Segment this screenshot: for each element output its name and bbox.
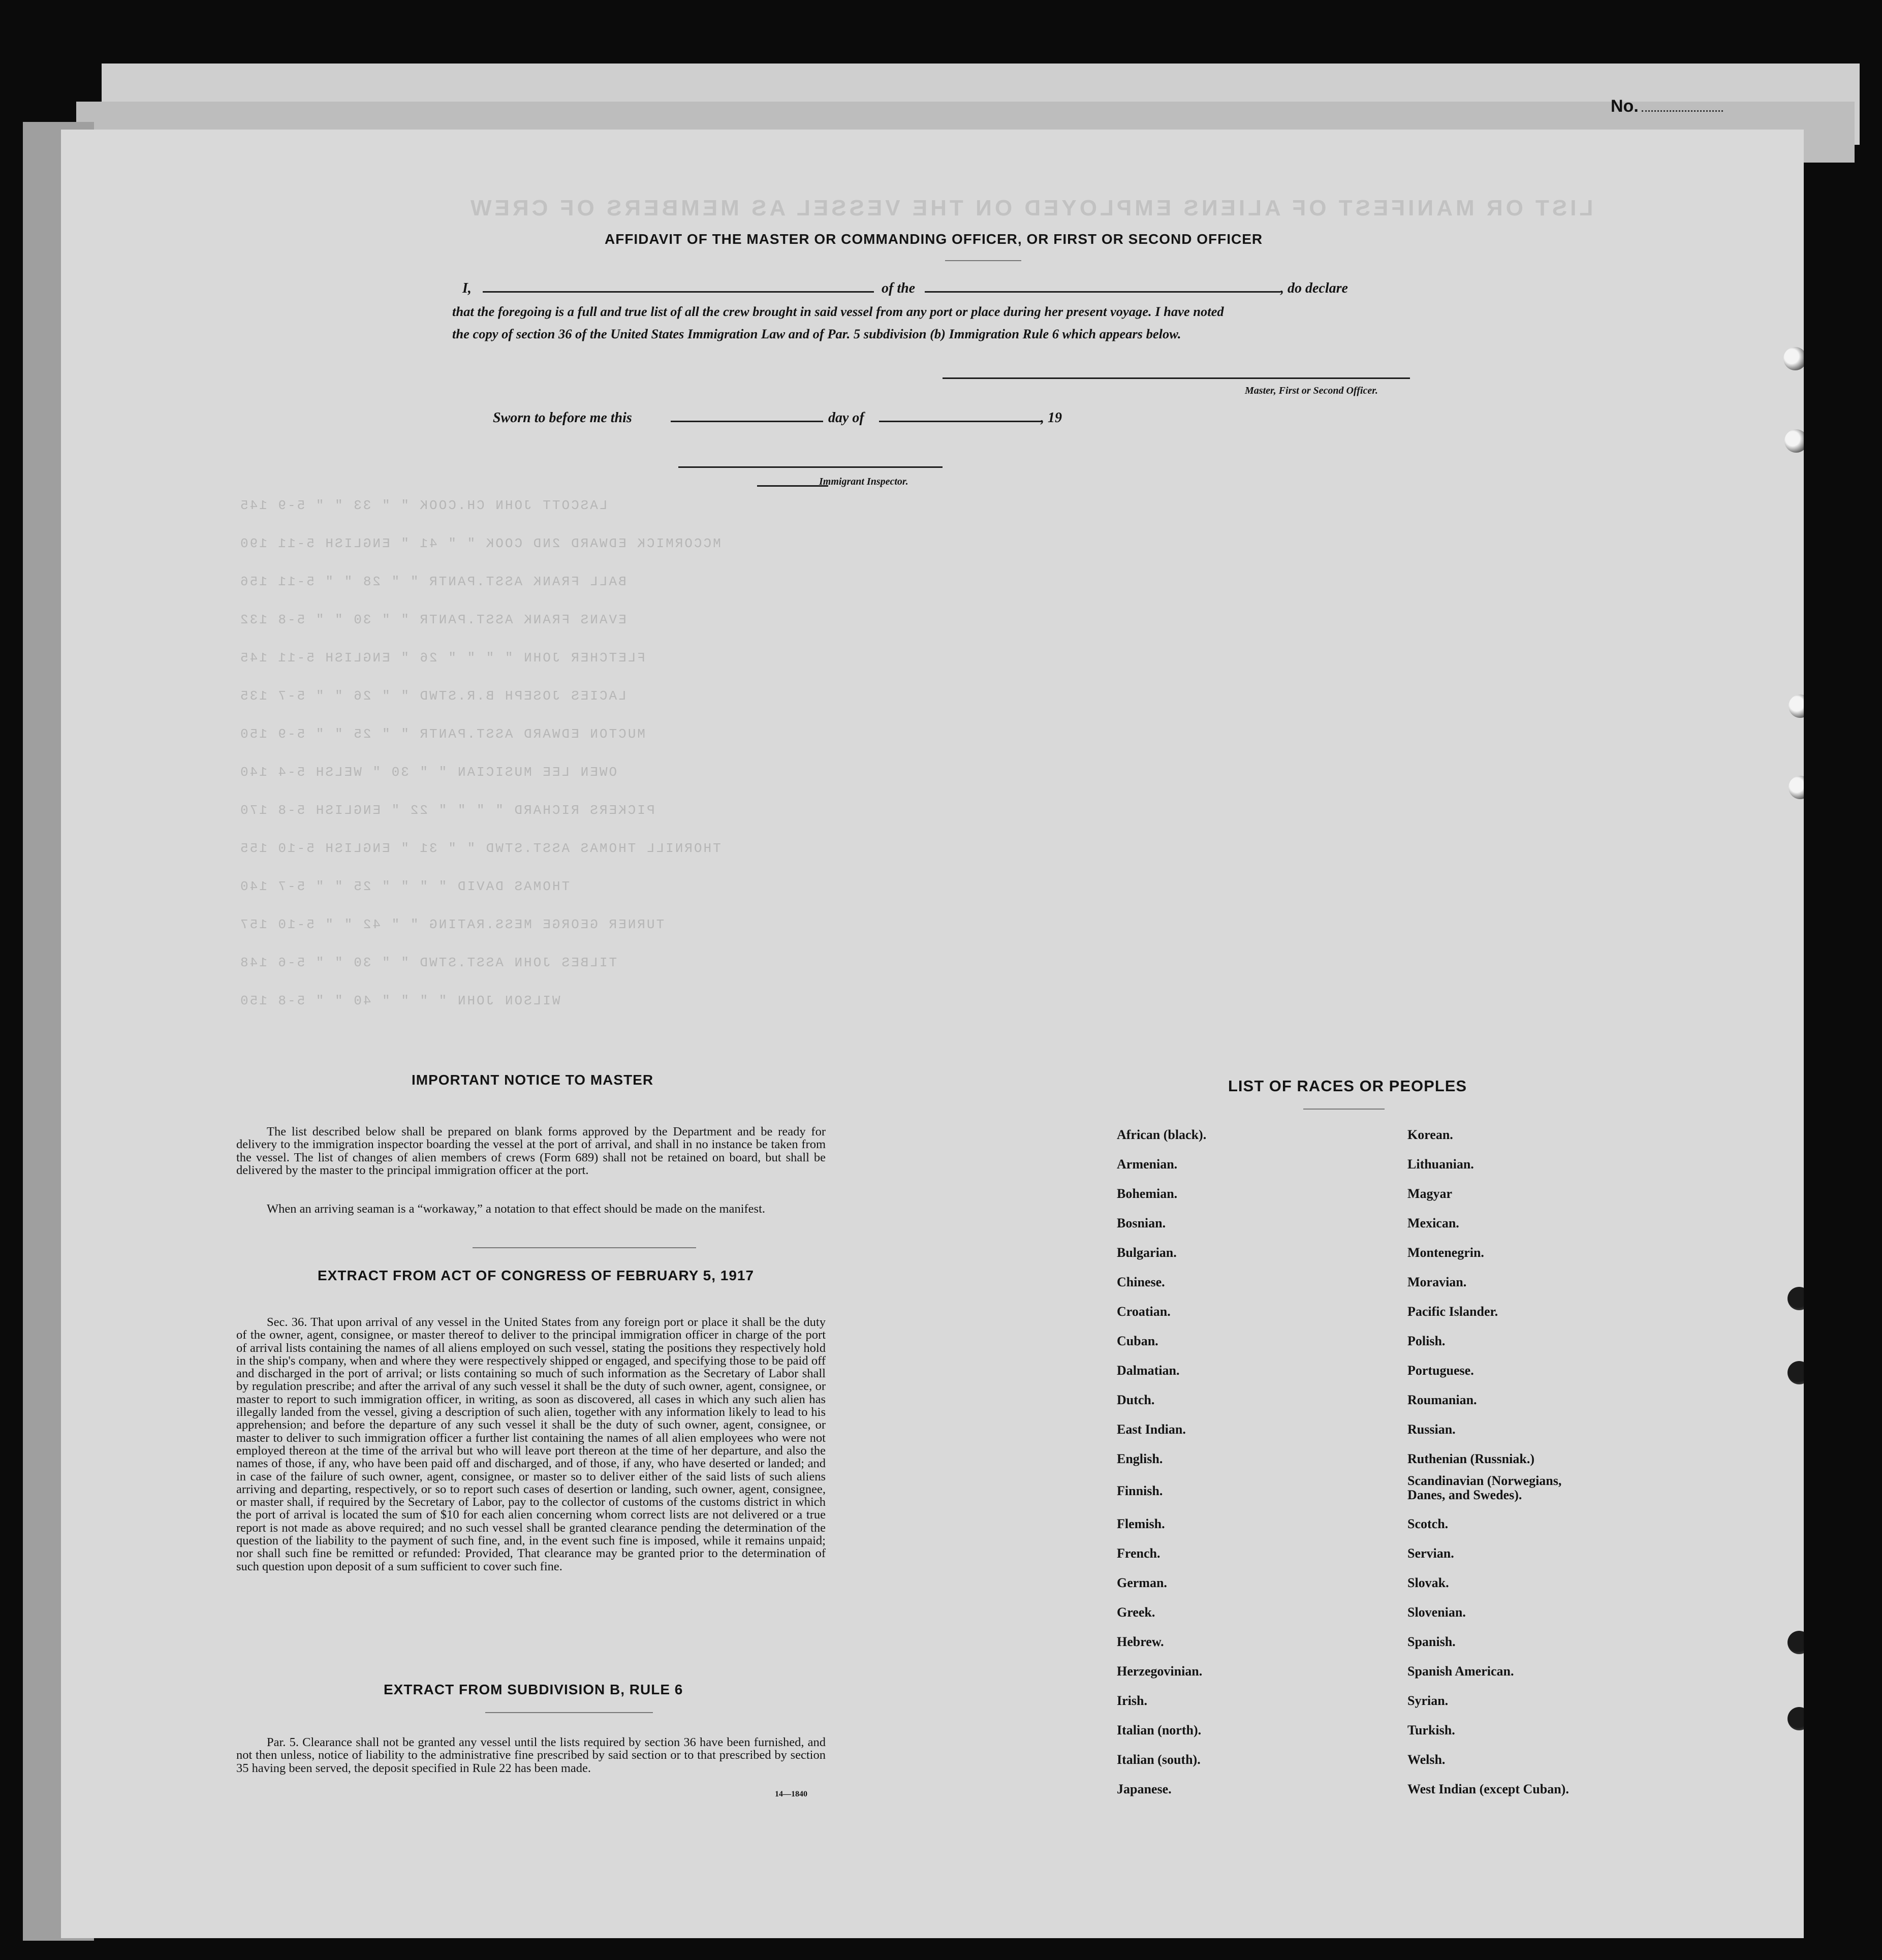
race-item: Spanish American. <box>1407 1664 1514 1679</box>
bleed-through-row: TURNER GEORGE MESS.RATING " " 42 " " 5-10 157 <box>239 917 665 932</box>
punch-hole <box>1787 1361 1804 1384</box>
bleed-through-row: EVANS FRANK ASST.PANTR " " 30 " " 5-8 132 <box>239 612 626 627</box>
bleed-through-row: TILBES JOHN ASST.STWD " " 30 " " 5-6 148 <box>239 955 617 970</box>
bleed-through-row: THORNILL THOMAS ASST.STWD " " 31 " ENGLISH 5-10 155 <box>239 841 721 856</box>
inspector-line-short <box>757 485 828 487</box>
race-item: Syrian. <box>1407 1693 1449 1708</box>
races-title-rule <box>1303 1109 1385 1110</box>
race-item: Spanish. <box>1407 1634 1456 1649</box>
race-item: East Indian. <box>1117 1422 1186 1437</box>
inspector-caption: Immigrant Inspector. <box>819 476 908 487</box>
race-item: Irish. <box>1117 1693 1147 1708</box>
race-item: Roumanian. <box>1407 1393 1477 1407</box>
punch-hole <box>1787 1707 1804 1730</box>
race-item: Dutch. <box>1117 1393 1155 1407</box>
race-item: Dalmatian. <box>1117 1363 1180 1378</box>
notice-title: IMPORTANT NOTICE TO MASTER <box>412 1072 654 1088</box>
race-item: Slovak. <box>1407 1575 1449 1590</box>
bleed-through-row: MCCORMICK EDWARD 2ND COOK " " 41 " ENGLISH 5-11 190 <box>239 536 721 551</box>
notice-paragraph-2: When an arriving seaman is a “workaway,” a notation to that effect should be made on the manifest. <box>267 1202 766 1216</box>
name-line[interactable] <box>483 291 874 293</box>
sworn-label: Sworn to before me this <box>493 410 632 426</box>
notice-paragraph-1: The list described below shall be prepared on blank forms approved by the Department and be ready for delivery to the immigration inspector boarding the vessel at the port of arrival, and shall in no instance be taken from the vessel. The list of changes of alien members of crews (Form 689) shall not be retained on board, but shall be delivered by the master to the principal immigration officer at the port. <box>236 1125 826 1177</box>
extract-act-title: EXTRACT FROM ACT OF CONGRESS OF FEBRUARY 5, 1917 <box>318 1268 755 1283</box>
affidavit-line-3: the copy of section 36 of the United States Immigration Law and of Par. 5 subdivision (b) Immigration Rule 6 which appears below. <box>452 326 1181 341</box>
bleed-through-row: FLETCHER JOHN " " " " 26 " ENGLISH 5-11 145 <box>239 650 645 666</box>
extract-rule-text: Par. 5. Clearance shall not be granted any vessel until the lists required by section 36 have been furnished, and not then unless, notice of liability to the administrative fine prescribed by said section or to that prescribed by section 35 having been served, the deposit specified in Rule 22 has been made. <box>236 1735 826 1775</box>
race-item: Lithuanian. <box>1407 1157 1474 1172</box>
race-item: Turkish. <box>1407 1723 1455 1737</box>
race-item: West Indian (except Cuban). <box>1407 1782 1569 1796</box>
race-item: Japanese. <box>1117 1782 1172 1796</box>
race-item: African (black). <box>1117 1127 1207 1142</box>
race-item: Moravian. <box>1407 1275 1467 1289</box>
extract-rule-rule <box>485 1712 653 1713</box>
race-item: Bosnian. <box>1117 1216 1166 1230</box>
punch-hole <box>1787 1287 1804 1310</box>
race-item: Mexican. <box>1407 1216 1459 1230</box>
notice-rule <box>473 1247 696 1248</box>
inspector-line[interactable] <box>678 466 943 468</box>
race-item: Chinese. <box>1117 1275 1165 1289</box>
race-item: Flemish. <box>1117 1516 1165 1531</box>
bleed-through-row: PICKERS RICHARD " " " " 22 " ENGLISH 5-8 170 <box>239 803 655 818</box>
manifest-back-page <box>61 130 1804 1938</box>
affidavit-i-label: I, <box>462 280 472 296</box>
race-item: Italian (north). <box>1117 1723 1202 1737</box>
day-of-label: day of <box>828 410 864 426</box>
race-item: Herzegovinian. <box>1117 1664 1203 1679</box>
race-item: Russian. <box>1407 1422 1456 1437</box>
punch-hole <box>1787 1631 1804 1654</box>
race-item: Croatian. <box>1117 1304 1171 1319</box>
race-item: Italian (south). <box>1117 1752 1201 1767</box>
punch-hole <box>1789 694 1804 718</box>
race-item: English. <box>1117 1451 1163 1466</box>
race-item: Greek. <box>1117 1605 1155 1620</box>
bleed-through-row: OWEN LEE MUSICIAN " " 30 " WELSH 5-4 140 <box>239 765 617 780</box>
affidavit-title: AFFIDAVIT OF THE MASTER OR COMMANDING OFFICER, OR FIRST OR SECOND OFFICER <box>605 231 1263 247</box>
punch-hole <box>1784 429 1804 453</box>
form-number: 14—1840 <box>775 1790 807 1798</box>
bleed-through-heading: LIST OR MANIFEST OF ALIENS EMPLOYED ON THE VESSEL AS MEMBERS OF CREW <box>467 196 1593 220</box>
race-item: Montenegrin. <box>1407 1245 1484 1260</box>
race-item: Welsh. <box>1407 1752 1446 1767</box>
signature-line[interactable] <box>943 377 1410 379</box>
bleed-through-row: MUCTON EDWARD ASST.PANTR " " 25 " " 5-9 150 <box>239 726 645 742</box>
bleed-through-row: LACIES JOSEPH B.R.STWD " " 26 " " 5-7 135 <box>239 688 626 704</box>
race-item: German. <box>1117 1575 1167 1590</box>
bleed-through-row: THOMAS DAVID " " " " 25 " " 5-7 140 <box>239 879 570 894</box>
sworn-month-line[interactable] <box>879 421 1042 422</box>
race-item: Bohemian. <box>1117 1186 1178 1201</box>
race-item: Magyar <box>1407 1186 1453 1201</box>
punch-hole <box>1783 347 1804 370</box>
race-item: Scotch. <box>1407 1516 1449 1531</box>
race-item: Ruthenian (Russniak.) <box>1407 1451 1534 1466</box>
signature-caption: Master, First or Second Officer. <box>1245 385 1378 396</box>
affidavit-declare-label: , do declare <box>1280 280 1348 296</box>
affidavit-title-rule <box>945 260 1021 261</box>
affidavit-line-2: that the foregoing is a full and true list of all the crew brought in said vessel from any port or place during her present voyage. I have noted <box>452 304 1224 319</box>
race-item: Polish. <box>1407 1334 1446 1348</box>
sworn-day-line[interactable] <box>671 421 823 422</box>
race-item: Scandinavian (Norwegians, Danes, and Swedes). <box>1407 1473 1562 1502</box>
extract-act-text: Sec. 36. That upon arrival of any vessel in the United States from any foreign port or place it shall be the duty of the owner, agent, consignee, or master thereof to deliver to the principal immigration officer in charge of the port of arrival lists containing the names of all aliens employed on such vessel, stating the positions they respectively hold in the ship's company, when and where they were respectively shipped or engaged, and specifying those to be paid off and discharged in the port of arrival; or lists containing so much of such information as the Secretary of Labor shall by regulation prescribe; and after the arrival of any such vessel it shall be the duty of such owner, agent, consignee, or master to report to such immigration officer, in writing, as soon as discovered, all cases in which any such alien has illegally landed from the vessel, giving a description of such alien, together with any information likely to lead to his apprehension; and before the departure of any such vessel it shall be the duty of such owner, agent, consignee, or master to deliver to such immigration officer a further list containing the names of all alien employees who were not employed thereon at the time of the arrival but who will leave port thereon at the time of her departure, and also the names of those, if any, who have been paid off and discharged, and of those, if any, who have deserted or landed; and in case of the failure of such owner, agent, consignee, or master so to deliver either of the said lists of such aliens arriving and departing, respectively, or so to report such cases of desertion or landing, such owner, agent, consignee, or master shall, if required by the Secretary of Labor, pay to the collector of customs of the customs district in which the port of arrival is located the sum of $10 for each alien concerning whom correct lists are not delivered or a true report is not made as above required; and no such vessel shall be granted clearance pending the determination of the question of the liability to the payment of such fine, and, in the event such fine is imposed, while it remains unpaid; nor shall such fine be remitted or refunded: Provided, That clearance may be granted prior to the determination of such question upon deposit of a sum sufficient to cover such fine. <box>236 1315 826 1573</box>
race-item: Hebrew. <box>1117 1634 1164 1649</box>
race-item: Portuguese. <box>1407 1363 1474 1378</box>
race-item: Bulgarian. <box>1117 1245 1177 1260</box>
race-item: Korean. <box>1407 1127 1453 1142</box>
race-item: Servian. <box>1407 1546 1454 1561</box>
race-item: French. <box>1117 1546 1160 1561</box>
race-item: Slovenian. <box>1407 1605 1466 1620</box>
bleed-through-row: BALL FRANK ASST.PANTR " " 28 " " 5-11 156 <box>239 574 626 589</box>
document-number-label: No. <box>1611 97 1723 116</box>
vessel-line[interactable] <box>925 291 1280 293</box>
race-item: Finnish. <box>1117 1483 1163 1498</box>
year-label: , 19 <box>1041 410 1062 426</box>
race-item: Cuban. <box>1117 1334 1158 1348</box>
bleed-through-row: WILSON JOHN " " " " 40 " " 5-8 150 <box>239 993 560 1008</box>
extract-rule-title: EXTRACT FROM SUBDIVISION B, RULE 6 <box>384 1682 683 1697</box>
race-item: Pacific Islander. <box>1407 1304 1498 1319</box>
bleed-through-row: LASCOTT JOHN CH.COOK " " 33 " " 5-9 145 <box>239 498 608 513</box>
punch-hole <box>1789 776 1804 799</box>
race-item: Armenian. <box>1117 1157 1178 1172</box>
affidavit-of-the-label: of the <box>882 280 916 296</box>
races-title: LIST OF RACES OR PEOPLES <box>1228 1077 1467 1095</box>
